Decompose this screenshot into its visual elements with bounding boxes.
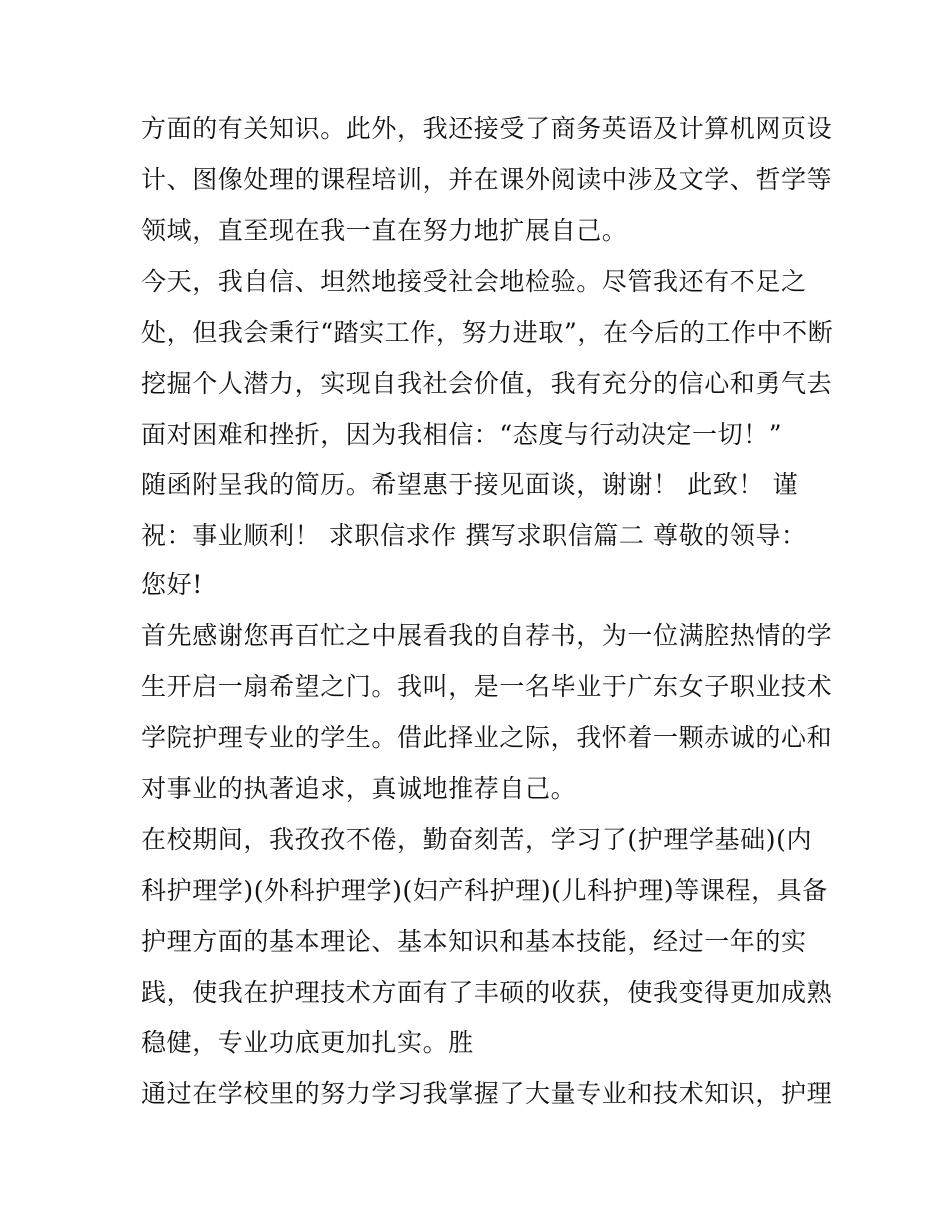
text-line: 科护理学)(外科护理学)(妇产科护理)(儿科护理)等课程，具备 <box>141 876 828 905</box>
text-line: 领域，直至现在我一直在努力地扩展自己。 <box>141 216 628 245</box>
text-line: 护理方面的基本理论、基本知识和基本技能，经过一年的实 <box>141 927 807 956</box>
text-line: 学院护理专业的学生。借此择业之际，我怀着一颗赤诚的心和 <box>141 723 833 752</box>
text-line: 您好! <box>141 570 203 599</box>
text-line: 计、图像处理的课程培训，并在课外阅读中涉及文学、哲学等 <box>141 165 833 194</box>
text-line: 挖掘个人潜力，实现自我社会价值，我有充分的信心和勇气去 <box>141 369 833 398</box>
text-line: 稳健，专业功底更加扎实。胜 <box>141 1028 474 1057</box>
text-line: 通过在学校里的努力学习我掌握了大量专业和技术知识，护理 <box>141 1079 833 1108</box>
text-line: 祝：事业顺利！ 求职信求作 撰写求职信篇二 尊敬的领导： <box>141 521 807 550</box>
text-line: 首先感谢您再百忙之中展看我的自荐书，为一位满腔热情的学 <box>141 621 833 650</box>
text-line: 践，使我在护理技术方面有了丰硕的收获，使我变得更加成熟 <box>141 978 833 1007</box>
text-line: 今天，我自信、坦然地接受社会地检验。尽管我还有不足之 <box>141 267 807 296</box>
text-line: 在校期间，我孜孜不倦，勤奋刻苦，学习了(护理学基础)(内 <box>141 825 813 854</box>
text-line: 面对困难和挫折，因为我相信：“态度与行动决定一切！” <box>141 420 783 449</box>
text-line: 方面的有关知识。此外，我还接受了商务英语及计算机网页设 <box>141 114 833 143</box>
text-line: 处，但我会秉行“踏实工作，努力进取”，在今后的工作中不断 <box>141 318 834 347</box>
text-line: 随函附呈我的简历。希望惠于接见面谈，谢谢！ 此致！ 谨 <box>141 470 799 499</box>
text-line: 对事业的执著追求，真诚地推荐自己。 <box>141 774 577 803</box>
text-line: 生开启一扇希望之门。我叫，是一名毕业于广东女子职业技术 <box>141 672 833 701</box>
